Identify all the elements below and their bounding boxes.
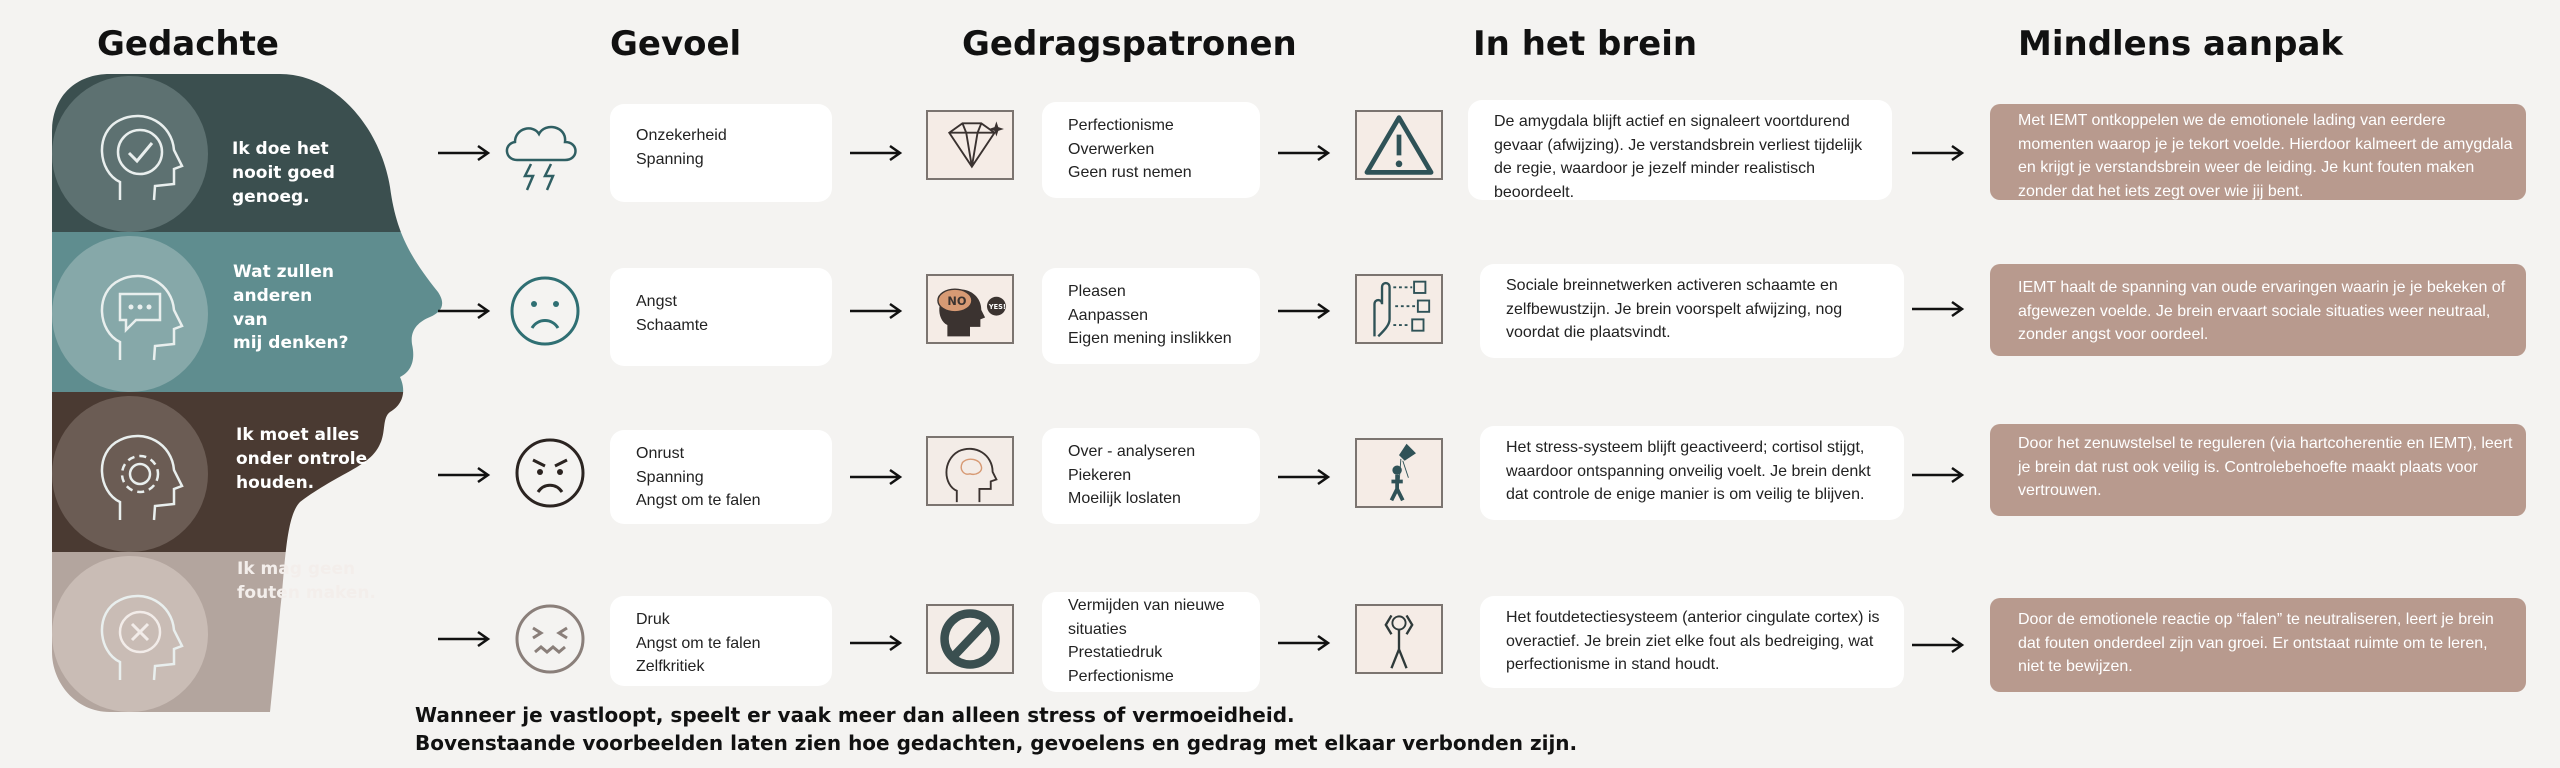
heading-mindlens-aanpak: Mindlens aanpak xyxy=(2018,24,2344,64)
arrow-icon xyxy=(1276,301,1332,321)
hand-checklist-icon xyxy=(1355,274,1443,344)
no-yes-head-icon xyxy=(926,274,1014,344)
approach-box-4: Door de emotionele reactie op “falen” te neutraliseren, leert je brein dat fouten onderdeel zijn van groei. Er ontstaat ruimte om te leren, niet te bewijzen. xyxy=(1990,598,2526,692)
arrow-icon xyxy=(436,629,492,649)
behaviors-card-4: Vermijden van nieuwe situaties Prestatiedruk Perfectionisme xyxy=(1042,592,1260,692)
arrow-icon xyxy=(436,143,492,163)
gear-head-icon xyxy=(110,444,170,504)
feelings-card-4: Druk Angst om te falen Zelfkritiek xyxy=(610,596,832,686)
approach-box-3: Door het zenuwstelsel te reguleren (via hartcoherentie en IEMT), leert je brein dat rust ook veilig is. Controlebehoefte maakt plaats voor vertrouwen. xyxy=(1990,424,2526,516)
diamond-icon xyxy=(926,110,1014,180)
heading-gevoel: Gevoel xyxy=(610,24,742,64)
approach-box-2: IEMT haalt de spanning van oude ervaringen waarin je je bekeken of afgewezen voelde. Je brein ervaart sociale situaties weer neutraal, zonder angst voor oordeel. xyxy=(1990,264,2526,356)
no-label: NO xyxy=(947,295,967,309)
approach-box-1: Met IEMT ontkoppelen we de emotionele lading van eerdere momenten waarop je je tekort voelde. Hierdoor kalmeert de amygdala en krijgt je verstandsbrein weer de leiding. Je kunt fouten maken zonder dat het iets zegt over wie jij bent. xyxy=(1990,104,2526,200)
arrow-icon xyxy=(1910,143,1966,163)
feelings-card-2: Angst Schaamte xyxy=(610,268,832,366)
thought-text-2: Wat zullen anderen van mij denken? xyxy=(233,262,349,354)
heading-gedachte: Gedachte xyxy=(97,24,279,64)
arrow-icon xyxy=(848,467,904,487)
footer-line-1: Wanneer je vastloopt, speelt er vaak meer dan alleen stress of vermoeidheid. xyxy=(415,703,1295,727)
yes-label: YES! xyxy=(988,303,1006,311)
checkmark-head-icon xyxy=(110,122,170,182)
arrow-icon xyxy=(1276,633,1332,653)
arrow-icon xyxy=(1910,635,1966,655)
stressed-face-icon xyxy=(505,594,595,684)
puppet-hand-icon xyxy=(1355,438,1443,508)
speech-bubble-head-icon xyxy=(110,280,170,340)
arrow-icon xyxy=(848,143,904,163)
arrow-icon xyxy=(1276,143,1332,163)
storm-cloud-icon xyxy=(495,108,585,198)
warning-icon xyxy=(1355,110,1443,180)
heading-gedragspatronen: Gedragspatronen xyxy=(962,24,1297,64)
thought-text-4: Ik mag geen fouten maken. xyxy=(237,559,376,603)
thought-text-1: Ik doe het nooit goed genoeg. xyxy=(232,139,335,207)
arrow-icon xyxy=(436,301,492,321)
brain-card-4: Het foutdetectiesysteem (anterior cingulate cortex) is overactief. Je brein ziet elke fout als bedreiging, wat perfectionisme in stand houdt. xyxy=(1480,596,1904,688)
angry-face-icon xyxy=(505,428,595,518)
behaviors-card-1: Perfectionisme Overwerken Geen rust nemen xyxy=(1042,102,1260,198)
behaviors-card-2: Pleasen Aanpassen Eigen mening inslikken xyxy=(1042,268,1260,364)
arrow-icon xyxy=(848,633,904,653)
brain-card-3: Het stress-systeem blijft geactiveerd; cortisol stijgt, waardoor ontspanning onveilig voelt. Je brein denkt dat controle de enige manier is om veilig te blijven. xyxy=(1480,426,1904,520)
arrow-icon xyxy=(436,465,492,485)
feelings-card-3: Onrust Spanning Angst om te falen xyxy=(610,430,832,524)
prohibited-icon xyxy=(926,604,1014,674)
feelings-card-1: Onzekerheid Spanning xyxy=(610,104,832,202)
behaviors-card-3: Over - analyseren Piekeren Moeilijk loslaten xyxy=(1042,428,1260,524)
brain-head-icon xyxy=(926,436,1014,506)
heading-in-het-brein: In het brein xyxy=(1473,24,1698,64)
thought-text-3: Ik moet alles onder ontrole houden. xyxy=(236,425,368,493)
x-head-icon xyxy=(112,604,168,660)
brain-card-1: De amygdala blijft actief en signaleert voortdurend gevaar (afwijzing). Je verstandsbrein verliest tijdelijk de regie, waardoor je jezelf minder realistisch beoordeelt. xyxy=(1468,100,1892,200)
sad-face-icon xyxy=(500,266,590,356)
footer-line-2: Bovenstaande voorbeelden laten zien hoe gedachten, gevoelens en gedrag met elkaar verbonden zijn. xyxy=(415,731,1578,755)
stressed-person-icon xyxy=(1355,604,1443,674)
arrow-icon xyxy=(1910,465,1966,485)
arrow-icon xyxy=(848,301,904,321)
arrow-icon xyxy=(1910,299,1966,319)
brain-card-2: Sociale breinnetwerken activeren schaamte en zelfbewustzijn. Je brein voorspelt afwijzing, nog voordat die plaatsvindt. xyxy=(1480,264,1904,358)
arrow-icon xyxy=(1276,467,1332,487)
